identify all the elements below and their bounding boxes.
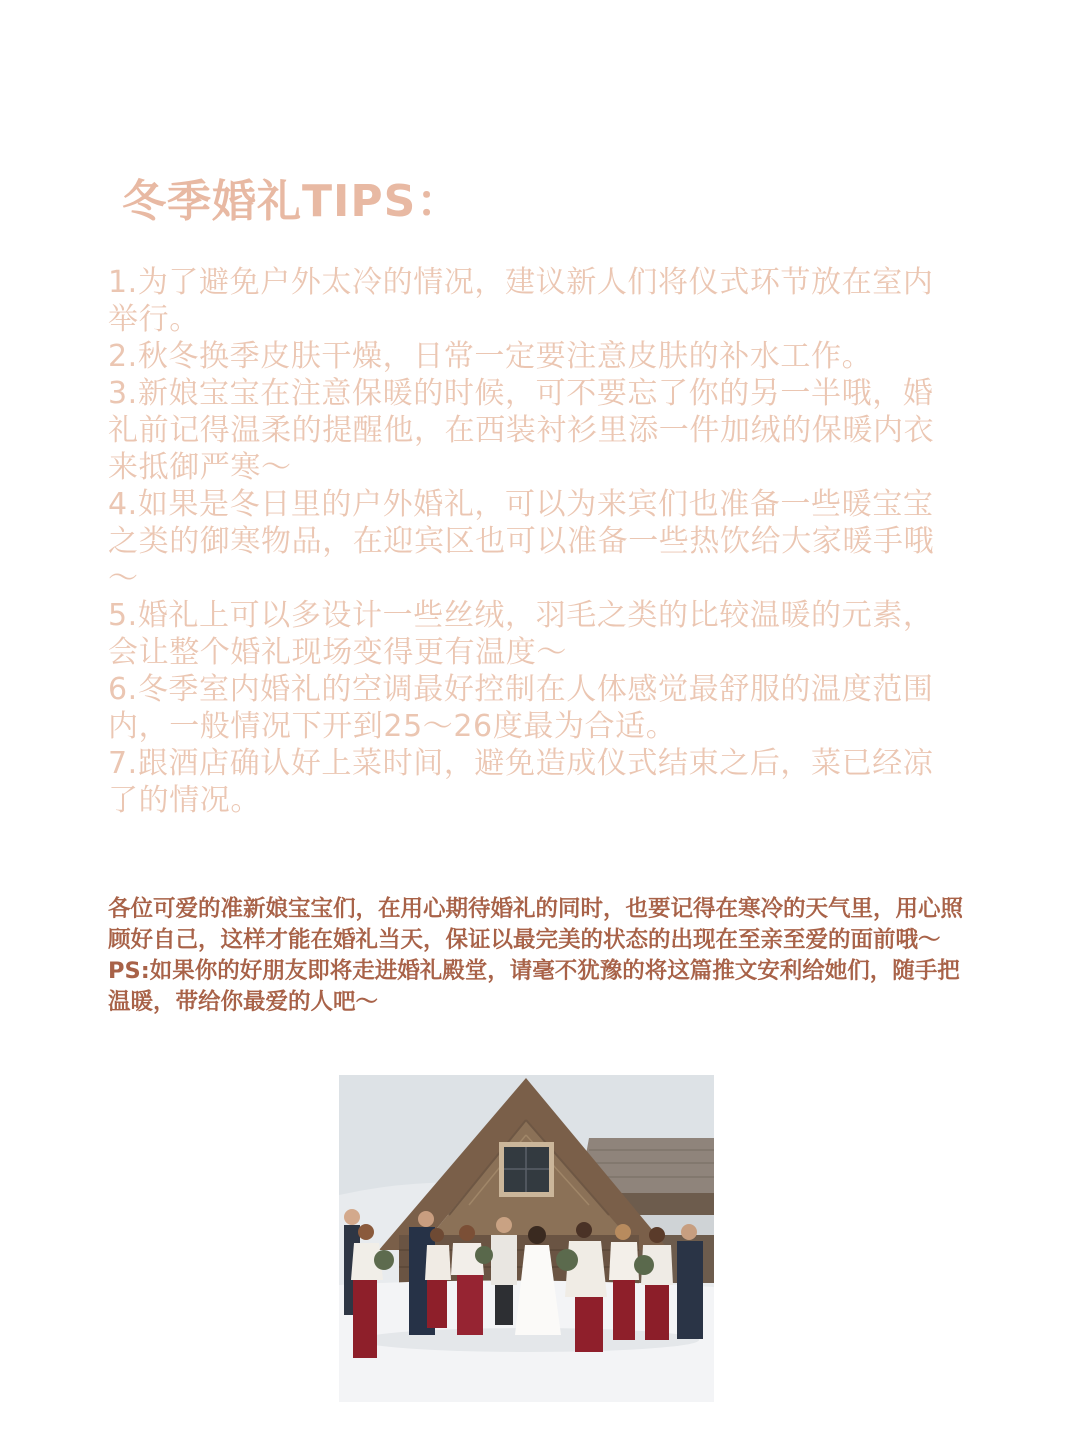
tip-item: 2.秋冬换季皮肤干燥，日常一定要注意皮肤的补水工作。 <box>108 339 873 374</box>
wedding-photo <box>339 1075 714 1402</box>
tip-item: 3.新娘宝宝在注意保暖的时候，可不要忘了你的另一半哦，婚礼前记得温柔的提醒他，在西装衬衫里添一件加绒的保暖内衣来抵御严寒～ <box>108 376 935 485</box>
winter-wedding-illustration <box>339 1075 714 1402</box>
tip-item: 4.如果是冬日里的户外婚礼，可以为来宾们也准备一些暖宝宝之类的御寒物品，在迎宾区也可以准备一些热饮给大家暖手哦～ <box>108 487 935 596</box>
tip-item: 6.冬季室内婚礼的空调最好控制在人体感觉最舒服的温度范围内，一般情况下开到25～26度最为合适。 <box>108 672 934 744</box>
tips-list <box>108 264 958 819</box>
tip-item: 7.跟酒店确认好上菜时间，避免造成仪式结束之后，菜已经凉了的情况。 <box>108 746 934 818</box>
page-title: 冬季婚礼TIPS： <box>122 176 462 227</box>
tip-item: 5.婚礼上可以多设计一些丝绒，羽毛之类的比较温暖的元素，会让整个婚礼现场变得更有温度～ <box>108 598 934 670</box>
tip-item: 1.为了避免户外太冷的情况，建议新人们将仪式环节放在室内举行。 <box>108 265 934 337</box>
ps-paragraph: PS:如果你的好朋友即将走进婚礼殿堂，请毫不犹豫的将这篇推文安利给她们，随手把温暖，带给你最爱的人吧～ <box>108 958 960 1015</box>
closing-note <box>108 894 968 1018</box>
closing-paragraph: 各位可爱的准新娘宝宝们，在用心期待婚礼的同时，也要记得在寒冷的天气里，用心照顾好自己，这样才能在婚礼当天，保证以最完美的状态的出现在至亲至爱的面前哦～ <box>108 896 964 953</box>
